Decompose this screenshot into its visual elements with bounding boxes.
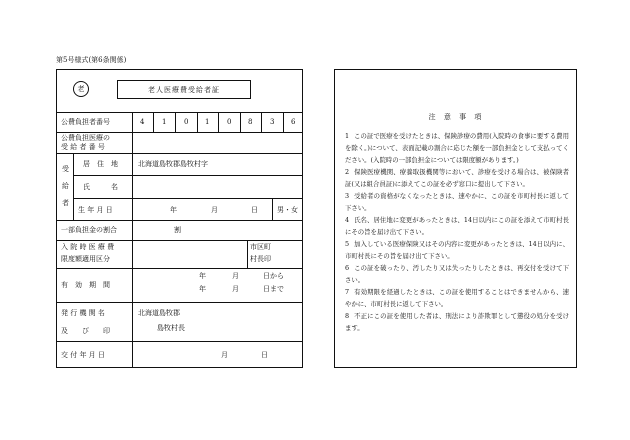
divider: [175, 112, 176, 132]
birth-label: 生 年 月 日: [78, 206, 113, 214]
divider: [57, 112, 302, 113]
note-text: 加入している医療保険又はその内容に変更があったときは、14日以内に、市町村長にその旨を届け出て下さい。: [345, 240, 569, 260]
divider: [272, 198, 273, 220]
issuer-value: 北海道島牧郡: [138, 309, 180, 317]
valid-from-month: 月: [232, 272, 239, 280]
divider: [132, 112, 133, 153]
birth-day: 日: [251, 206, 258, 214]
issue-date-label: 交 付 年 月 日: [61, 351, 105, 359]
divider: [247, 240, 248, 268]
note-number: 5: [345, 240, 350, 248]
issuer-label: 発 行 機 関 名: [61, 309, 105, 317]
divider: [57, 268, 302, 269]
payer-digit: 6: [291, 118, 296, 126]
payer-digit: 3: [270, 118, 275, 126]
divider: [57, 240, 302, 241]
note-item: [345, 286, 569, 310]
note-number: 8: [345, 312, 350, 320]
note-number: 6: [345, 264, 350, 272]
payer-digit: 4: [140, 118, 145, 126]
issue-day: 日: [261, 351, 268, 359]
note-item: [345, 166, 569, 190]
address-value: 北海道島牧郡島牧村字: [138, 160, 208, 168]
divider: [132, 153, 133, 220]
note-text: この証を破ったり、汚したり又は失ったりしたときは、再交付を受けて下さい。: [345, 264, 569, 284]
payer-digit: 0: [227, 118, 232, 126]
payer-digit: 1: [205, 118, 210, 126]
divider: [132, 220, 133, 240]
note-number: 7: [345, 288, 350, 296]
recipient-number-label: 受 給 者 番 号: [61, 143, 105, 151]
note-text: 保険医療機関、療養取扱機関等において、診療を受ける場合は、被保険者証(又は組合員証)に添えてこの証を必ず窓口に提出して下さい。: [345, 168, 569, 188]
inpatient-label: 入 院 時 医 療 費: [61, 243, 115, 251]
divider: [57, 341, 302, 342]
valid-to-year: 年: [199, 285, 206, 293]
divider: [283, 112, 284, 132]
note-text: 不正にこの証を使用した者は、刑法により詐欺罪として懲役の処分を受けます。: [345, 312, 569, 332]
notes-title: 注 意 事 項: [428, 113, 485, 121]
note-item: [345, 310, 569, 334]
address-label: 居 住 地: [83, 160, 118, 168]
note-item: [345, 238, 569, 262]
note-item: [345, 214, 569, 238]
payer-digit: 1: [162, 118, 167, 126]
city-seal-label: 村長印: [250, 255, 271, 263]
payer-number-label: 公費負担者番号: [61, 118, 110, 126]
recipient-side-label: 受: [62, 165, 69, 173]
recipient-side-label: 者: [62, 199, 69, 207]
divider: [73, 175, 302, 176]
inpatient-label: 限度額適用区分: [61, 255, 110, 263]
recipient-number-label: 公費負担医療の: [61, 134, 110, 142]
divider: [132, 240, 133, 341]
valid-from-suffix: 日から: [263, 272, 284, 280]
divider: [218, 112, 219, 132]
note-text: 氏名、居住地に変更があったときは、14日以内にこの証を添えて市町村長にその旨を届け出て下さい。: [345, 216, 569, 236]
note-item: [345, 262, 569, 286]
payer-digit: 0: [184, 118, 189, 126]
divider: [153, 112, 154, 132]
note-number: 2: [345, 168, 350, 176]
elder-mark: 老: [73, 81, 89, 97]
divider: [73, 198, 302, 199]
copay-unit: 割: [174, 226, 181, 234]
name-label: 氏 名: [83, 183, 118, 191]
note-item: [345, 130, 569, 166]
payer-digit: 8: [248, 118, 253, 126]
divider: [57, 132, 302, 133]
divider: [57, 153, 302, 154]
form-label: 第5号様式(第6条関係): [56, 56, 127, 64]
valid-to-suffix: 日まで: [263, 285, 284, 293]
recipient-side-label: 給: [62, 182, 69, 190]
note-number: 3: [345, 192, 350, 200]
divider: [73, 153, 74, 220]
divider: [197, 112, 198, 132]
divider: [261, 112, 262, 132]
gender: 男・女: [277, 206, 298, 214]
note-item: [345, 190, 569, 214]
note-number: 4: [345, 216, 350, 224]
birth-year: 年: [170, 206, 177, 214]
note-text: 受給者の資格がなくなったときは、速やかに、この証を市町村長に返して下さい。: [345, 192, 569, 212]
notes-list: [345, 130, 569, 334]
note-text: この証で医療を受けたときは、保険診療の費用(入院時の食事に要する費用を除く。)について、表面記載の割合に応じた額を一部負担金として支払ってください。(入院時の一部負担金については限度額があります。): [345, 132, 569, 164]
valid-to-month: 月: [232, 285, 239, 293]
note-text: 有効期限を経過したときは、この証を使用することはできませんから、速やかに、市町村長に返して下さい。: [345, 288, 569, 308]
divider: [240, 112, 241, 132]
certificate-title: 老人医療費受給者証: [117, 80, 251, 99]
valid-from-year: 年: [199, 272, 206, 280]
certificate-form: [56, 69, 303, 368]
seal-label: 及 び 印: [61, 327, 110, 335]
divider: [57, 220, 302, 221]
note-number: 1: [345, 132, 350, 140]
birth-month: 月: [211, 206, 218, 214]
issue-month: 月: [221, 351, 228, 359]
issuer-mayor: 島牧村長: [157, 324, 185, 332]
city-seal-label: 市区町: [250, 243, 271, 251]
divider: [57, 302, 302, 303]
divider: [132, 341, 133, 368]
notes-panel: [334, 69, 577, 368]
validity-label: 有 効 期 間: [61, 281, 110, 289]
copay-label: 一部負担金の割合: [61, 226, 117, 234]
